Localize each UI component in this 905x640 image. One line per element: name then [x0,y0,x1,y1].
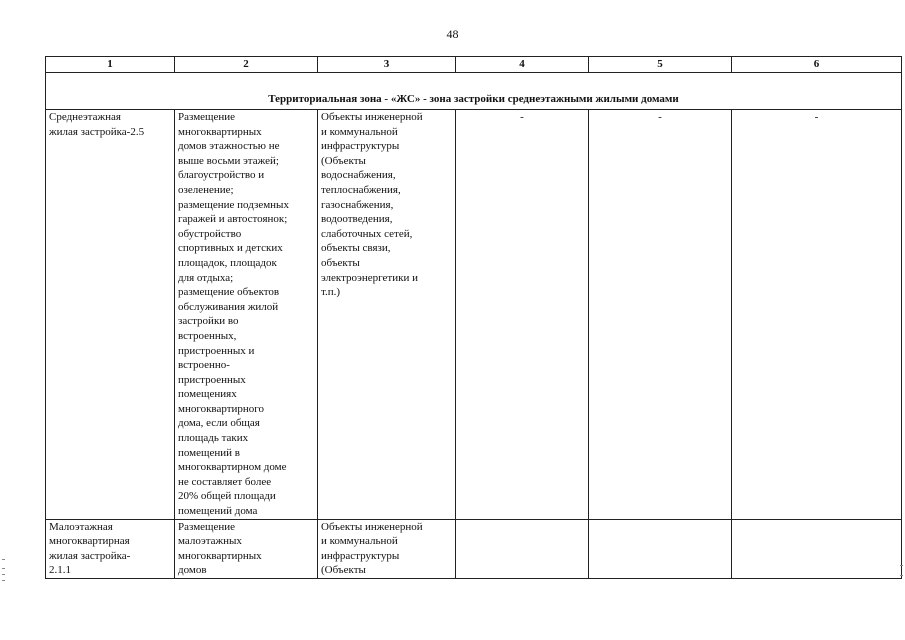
land-use-type-cell: Малоэтажная многоквартирная жилая застройка- 2.1.1 [46,519,175,578]
scan-margin-mark [2,574,5,575]
column-5-cell: - [589,110,732,520]
column-4-cell: - [456,110,589,520]
page-number: 48 [446,27,459,41]
permitted-use-description-cell: Размещение малоэтажных многоквартирных домов [175,519,318,578]
column-header: 6 [732,57,902,73]
column-6-cell: - [732,110,902,520]
column-header: 2 [175,57,318,73]
auxiliary-use-cell: Объекты инженерной и коммунальной инфраструктуры (Объекты водоснабжения, теплоснабжения, газоснабжения, водоотведения, слаботочных сетей, объекты связи, объекты электроэнергетики и т.п.) [318,110,456,520]
scan-margin-mark [2,580,5,581]
table-row [46,519,902,578]
column-header: 4 [456,57,589,73]
column-4-cell [456,519,589,578]
column-5-cell [589,519,732,578]
land-use-table [45,56,902,579]
scan-margin-mark [2,559,5,560]
permitted-use-description-cell: Размещение многоквартирных домов этажностью не выше восьми этажей; благоустройство и озеленение; размещение подземных гаражей и автостоянок; обустройство спортивных и детских площадок, площадок для отдыха; размещение объектов обслуживания жилой застройки во встроенных, пристроенных и встроенно- пристроенных помещениях многоквартирного дома, если общая площадь таких помещений в многоквартирном доме не составляет более 20% общей площади помещений дома [175,110,318,520]
column-header: 3 [318,57,456,73]
column-header: 1 [46,57,175,73]
auxiliary-use-cell: Объекты инженерной и коммунальной инфраструктуры (Объекты [318,519,456,578]
column-header: 5 [589,57,732,73]
zone-title: Территориальная зона - «ЖС» - зона застройки среднеэтажными жилыми домами [46,73,902,110]
scan-margin-mark [900,575,903,576]
land-use-type-cell: Среднеэтажная жилая застройка-2.5 [46,110,175,520]
column-6-cell [732,519,902,578]
zone-title-row [46,73,902,110]
scan-margin-mark [900,565,903,566]
scan-margin-mark [2,568,5,569]
table-row [46,110,902,520]
column-header-row [46,57,902,73]
